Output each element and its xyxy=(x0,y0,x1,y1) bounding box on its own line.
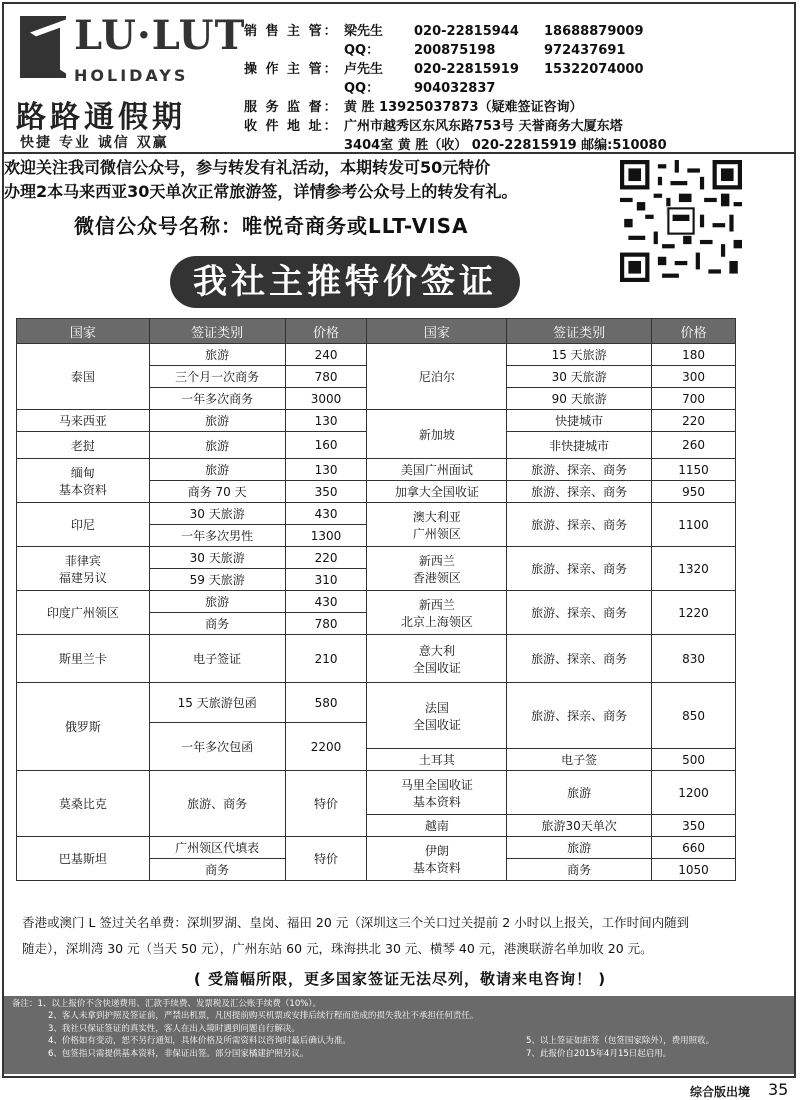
price-cell: 180 xyxy=(652,344,736,366)
country-note: 香港领区 xyxy=(412,570,461,585)
price-cell: 1300 xyxy=(285,525,367,547)
country-cell: 越南 xyxy=(367,815,507,837)
visa-type-cell: 旅游、探亲、商务 xyxy=(507,503,652,547)
visa-type-cell: 一年多次商务 xyxy=(149,388,285,410)
visa-type-cell: 30 天旅游 xyxy=(149,503,285,525)
price-cell: 130 xyxy=(285,410,367,432)
country-cell: 印度广州领区 xyxy=(17,591,150,635)
contact-name: QQ： xyxy=(344,43,380,58)
country-cell: 泰国 xyxy=(17,344,150,410)
price-cell: 130 xyxy=(285,459,367,481)
remarks-box xyxy=(4,996,794,1074)
country-cell xyxy=(367,547,507,591)
country-note: 福建另议 xyxy=(58,570,107,585)
column-header: 签证类别 xyxy=(507,319,652,344)
contact-label: 服 务 监 督： xyxy=(244,100,339,115)
contact-label: 销 售 主 管： xyxy=(244,24,339,39)
remark-item: 4、价格如有变动，恕不另行通知，具体价格及所需资料以咨询时最后确认为准。 xyxy=(48,1036,351,1047)
visa-type-cell: 快捷城市 xyxy=(507,410,652,432)
visa-type-cell: 旅游 xyxy=(507,837,652,859)
remark-row xyxy=(12,1048,786,1060)
price-cell: 240 xyxy=(285,344,367,366)
visa-type-cell: 旅游、探亲、商务 xyxy=(507,683,652,749)
remark-item: 7、此报价自2015年4月15日起启用。 xyxy=(526,1048,672,1059)
price-cell: 2200 xyxy=(285,723,367,771)
visa-type-cell: 一年多次包函 xyxy=(149,723,285,771)
country-cell: 加拿大全国收证 xyxy=(367,481,507,503)
visa-type-cell: 旅游 xyxy=(149,459,285,481)
country-cell xyxy=(367,635,507,683)
price-cell: 特价 xyxy=(285,771,367,837)
price-cell: 830 xyxy=(652,635,736,683)
table-header-row xyxy=(17,319,736,344)
visa-type-cell: 59 天旅游 xyxy=(149,569,285,591)
table-row xyxy=(17,344,736,366)
price-cell: 580 xyxy=(285,683,367,723)
country-name: 缅甸 xyxy=(70,465,95,480)
qr-code-icon xyxy=(620,160,742,282)
country-note: 北京上海领区 xyxy=(400,614,473,629)
visa-type-cell: 旅游、探亲、商务 xyxy=(507,635,652,683)
price-cell: 950 xyxy=(652,481,736,503)
column-header: 签证类别 xyxy=(149,319,285,344)
contact-qq: 904032837 xyxy=(414,81,496,96)
price-cell: 1100 xyxy=(652,503,736,547)
contact-phone: 020-22815944 xyxy=(414,24,519,39)
column-header: 价格 xyxy=(652,319,736,344)
price-cell: 160 xyxy=(285,432,367,459)
country-cell xyxy=(17,547,150,591)
visa-type-cell: 旅游 xyxy=(149,591,285,613)
table-row xyxy=(17,683,736,723)
column-header: 价格 xyxy=(285,319,367,344)
country-name: 伊朗 xyxy=(424,843,449,858)
price-cell: 特价 xyxy=(285,837,367,881)
country-cell xyxy=(367,837,507,881)
visa-type-cell: 电子签证 xyxy=(149,635,285,683)
remark-item: 3、我社只保证签证的真实性，客人在出入境时遇到问题自行解决。 xyxy=(48,1023,300,1034)
hk-macau-fees xyxy=(16,910,736,962)
price-cell: 220 xyxy=(652,410,736,432)
price-cell: 260 xyxy=(652,432,736,459)
visa-type-cell: 90 天旅游 xyxy=(507,388,652,410)
visa-type-cell: 旅游 xyxy=(149,432,285,459)
visa-type-cell: 30 天旅游 xyxy=(149,547,285,569)
fees-line-1: 香港或澳门 L 签过关名单费：深圳罗湖、皇岗、福田 20 元（深圳这三个关口过关提前 2 小时以上报关，工作时间内随到 xyxy=(22,915,690,930)
contact-address-2: 3404室 黄 胜（收） 020-22815919 邮编:510080 xyxy=(344,138,667,153)
logo xyxy=(16,12,246,151)
country-name: 澳大利亚 xyxy=(412,509,461,524)
country-cell: 马来西亚 xyxy=(17,410,150,432)
visa-price-table xyxy=(16,318,736,881)
country-cell: 斯里兰卡 xyxy=(17,635,150,683)
price-cell: 1150 xyxy=(652,459,736,481)
price-cell: 210 xyxy=(285,635,367,683)
country-cell: 俄罗斯 xyxy=(17,683,150,771)
contact-name: 梁先生 xyxy=(344,24,384,39)
country-cell: 巴基斯坦 xyxy=(17,837,150,881)
contact-label xyxy=(244,136,344,155)
price-cell: 660 xyxy=(652,837,736,859)
visa-type-cell: 旅游、探亲、商务 xyxy=(507,481,652,503)
column-header: 国家 xyxy=(17,319,150,344)
contact-label xyxy=(244,79,344,98)
remark-item: 备注：1、以上报价不含快递费用、汇款手续费、发票税及汇公账手续费（10%）。 xyxy=(12,999,322,1009)
table-row xyxy=(17,837,736,859)
visa-type-cell: 旅游 xyxy=(507,771,652,815)
visa-type-cell: 商务 xyxy=(149,859,285,881)
contact-phone: 020-22815919 xyxy=(414,62,519,77)
country-cell xyxy=(367,503,507,547)
contact-supervisor: 黄 胜 13925037873（疑难签证咨询） xyxy=(344,100,583,115)
contact-label: 收 件 地 址： xyxy=(244,119,339,134)
price-cell: 430 xyxy=(285,591,367,613)
contact-qq2: 972437691 xyxy=(544,43,626,58)
country-cell xyxy=(367,591,507,635)
contact-list xyxy=(244,22,784,155)
visa-type-cell: 15 天旅游 xyxy=(507,344,652,366)
price-cell: 220 xyxy=(285,547,367,569)
visa-type-cell: 30 天旅游 xyxy=(507,366,652,388)
price-cell: 300 xyxy=(652,366,736,388)
country-note: 全国收证 xyxy=(412,660,461,675)
country-note: 基本资料 xyxy=(58,482,107,497)
remark-item: 6、包签指只需提供基本资料，非保证出签。部分国家橘建护照另议。 xyxy=(48,1048,309,1059)
price-cell: 350 xyxy=(285,481,367,503)
table-row xyxy=(17,771,736,815)
price-cell: 3000 xyxy=(285,388,367,410)
country-name: 法国 xyxy=(424,700,449,715)
remark-item: 5、以上签证如拒签（包签国家除外），费用照收。 xyxy=(526,1036,715,1047)
price-cell: 1320 xyxy=(652,547,736,591)
table-row xyxy=(17,459,736,481)
visa-type-cell: 旅游、探亲、商务 xyxy=(507,547,652,591)
contact-qq: 200875198 xyxy=(414,43,496,58)
price-cell: 1200 xyxy=(652,771,736,815)
logo-cn-name: 路路通假期 xyxy=(16,100,186,135)
visa-type-cell: 一年多次男性 xyxy=(149,525,285,547)
table-row xyxy=(17,635,736,683)
fees-line-2: 随走），深圳湾 30 元（当天 50 元），广州东站 60 元，珠海拱北 30 元、横琴 40 元，港澳联游名单加收 20 元。 xyxy=(22,941,653,956)
logo-brand: LU·LUT xyxy=(74,12,246,59)
visa-type-cell: 15 天旅游包函 xyxy=(149,683,285,723)
contact-label: 操 作 主 管： xyxy=(244,62,339,77)
table-row xyxy=(17,503,736,525)
visa-type-cell: 旅游 xyxy=(149,410,285,432)
wechat-name: 微信公众号名称：唯悦奇商务或LLT-VISA xyxy=(74,214,469,238)
contact-address: 广州市越秀区东风东路753号 天誉商务大厦东塔 xyxy=(344,119,623,134)
promo-line-1: 欢迎关注我司微信公众号，参与转发有礼活动，本期转发可50元特价 xyxy=(4,158,491,177)
contact-label xyxy=(244,41,344,60)
country-cell: 新加坡 xyxy=(367,410,507,459)
country-note: 基本资料 xyxy=(412,794,461,809)
price-cell: 1220 xyxy=(652,591,736,635)
country-name: 新西兰 xyxy=(418,553,455,568)
visa-type-cell: 旅游 xyxy=(149,344,285,366)
column-header: 国家 xyxy=(367,319,507,344)
country-name: 马里全国收证 xyxy=(400,777,473,792)
logo-sub: HOLIDAYS xyxy=(74,66,189,85)
country-name: 意大利 xyxy=(418,643,455,658)
contact-row xyxy=(244,136,784,155)
contact-row xyxy=(244,117,784,136)
price-cell: 780 xyxy=(285,613,367,635)
section-label: 综合版出境 xyxy=(690,1085,751,1099)
visa-type-cell: 商务 xyxy=(507,859,652,881)
country-cell: 土耳其 xyxy=(367,749,507,771)
price-cell: 500 xyxy=(652,749,736,771)
table-row xyxy=(17,410,736,432)
country-cell xyxy=(367,683,507,749)
visa-type-cell: 旅游、商务 xyxy=(149,771,285,837)
logo-tagline: 快捷 专业 诚信 双赢 xyxy=(20,135,169,151)
contact-name: 卢先生 xyxy=(344,62,384,77)
contact-row xyxy=(244,98,784,117)
country-name: 新西兰 xyxy=(418,597,455,612)
table-row xyxy=(17,591,736,613)
country-note: 广州领区 xyxy=(412,526,461,541)
table-row xyxy=(17,547,736,569)
visa-type-cell: 三个月一次商务 xyxy=(149,366,285,388)
contact-name: QQ： xyxy=(344,81,380,96)
price-cell: 430 xyxy=(285,503,367,525)
remark-item: 2、客人未拿到护照及签证前，严禁出机票，凡因提前购买机票或安排后续行程而造成的损失我社不承担任何责任。 xyxy=(48,1011,479,1022)
promo-line-2: 办理2本马来西亚30天单次正常旅游签，详情参考公众号上的转发有礼。 xyxy=(4,182,518,201)
country-cell: 印尼 xyxy=(17,503,150,547)
visa-type-cell: 电子签 xyxy=(507,749,652,771)
price-cell: 350 xyxy=(652,815,736,837)
contact-mobile: 18688879009 xyxy=(544,24,644,39)
country-cell: 莫桑比克 xyxy=(17,771,150,837)
promo-block xyxy=(4,158,644,239)
price-cell: 780 xyxy=(285,366,367,388)
contact-row xyxy=(244,41,784,60)
contact-mobile: 15322074000 xyxy=(544,62,644,77)
price-cell: 850 xyxy=(652,683,736,749)
page-number: 35 xyxy=(768,1080,789,1099)
banner-title: 我社主推特价签证 xyxy=(170,256,520,308)
logo-mark-icon xyxy=(20,16,66,78)
visa-type-cell: 商务 xyxy=(149,613,285,635)
price-cell: 700 xyxy=(652,388,736,410)
price-cell: 1050 xyxy=(652,859,736,881)
country-cell: 老挝 xyxy=(17,432,150,459)
price-cell: 310 xyxy=(285,569,367,591)
visa-type-cell: 旅游、探亲、商务 xyxy=(507,459,652,481)
visa-type-cell: 广州领区代填表 xyxy=(149,837,285,859)
country-cell xyxy=(17,459,150,503)
visa-type-cell: 旅游30天单次 xyxy=(507,815,652,837)
country-name: 菲律宾 xyxy=(64,553,101,568)
contact-row xyxy=(244,79,784,98)
visa-type-cell: 非快捷城市 xyxy=(507,432,652,459)
visa-type-cell: 商务 70 天 xyxy=(149,481,285,503)
country-cell: 尼泊尔 xyxy=(367,344,507,410)
country-cell: 美国广州面试 xyxy=(367,459,507,481)
visa-type-cell: 旅游、探亲、商务 xyxy=(507,591,652,635)
country-cell xyxy=(367,771,507,815)
limit-note: ( 受篇幅所限，更多国家签证无法尽列，敬请来电咨询！ ) xyxy=(193,970,607,988)
country-note: 基本资料 xyxy=(412,860,461,875)
contact-row xyxy=(244,22,784,41)
country-note: 全国收证 xyxy=(412,717,461,732)
header xyxy=(4,4,794,154)
remark-row xyxy=(12,1035,786,1047)
contact-row xyxy=(244,60,784,79)
